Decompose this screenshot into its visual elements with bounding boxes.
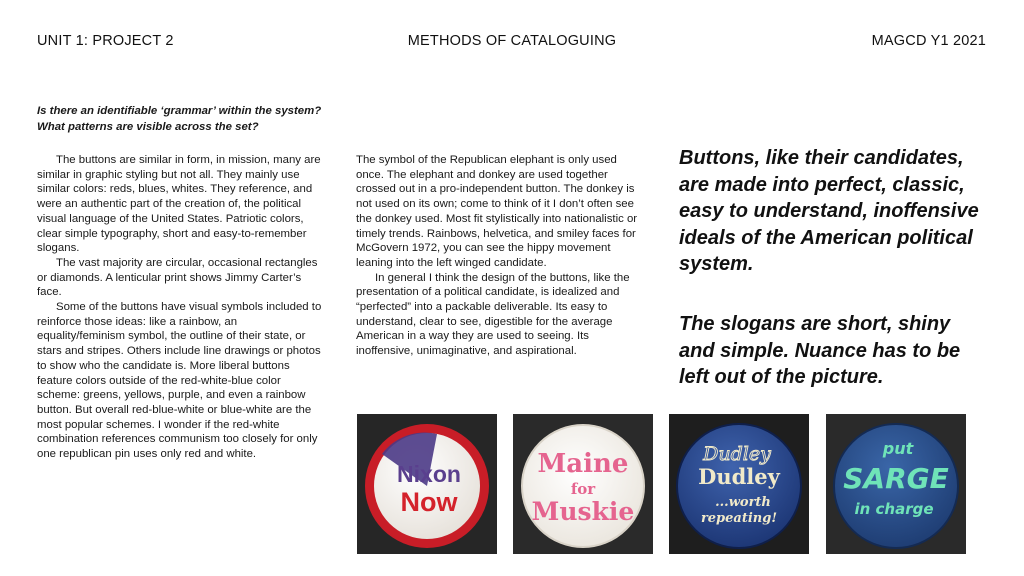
button-text: Dudley	[698, 464, 780, 489]
button-photo-sarge	[826, 414, 966, 554]
button-text: Dudley	[703, 443, 771, 465]
body-column-1	[37, 153, 322, 462]
header-course: MAGCD Y1 2021	[871, 33, 986, 49]
dudley-button-image	[669, 414, 809, 554]
button-text: Now	[400, 487, 458, 517]
pull-quote: Buttons, like their candidates, are made into perfect, classic, easy to understand, inoffensive ideals of the American political system.	[679, 147, 979, 275]
button-text: repeating!	[700, 511, 778, 526]
button-text: put	[882, 439, 914, 458]
button-text: Maine	[537, 449, 629, 479]
paragraph: Some of the buttons have visual symbols included to reinforce those ideas: like a rainbow, an equality/feminism symbol, the outline of their state, or stars and stripes. Others include line drawings or photos to show who the candidate is. More liberal buttons feature colors outside of the red-white-blue color scheme: greens, yellows, purple, and even a rainbow button. But overall red-blue-white or blue-white are the most popular schemes. I wonder if the red-white combination references communism too closely for only one republican pin uses only red and white.	[37, 301, 322, 461]
nixon-button-image	[357, 414, 497, 554]
pull-quote: The slogans are short, shiny and simple. Nuance has to be left out of the picture.	[679, 313, 961, 388]
header-title: METHODS OF CATALOGUING	[407, 33, 617, 49]
body-column-2	[356, 153, 644, 359]
paragraph: The vast majority are circular, occasional rectangles or diamonds. A lenticular print shows Jimmy Carter’s face.	[37, 256, 318, 299]
button-photo-muskie	[513, 414, 653, 554]
header-unit: UNIT 1: PROJECT 2	[37, 33, 174, 49]
button-text: Muskie	[531, 497, 635, 526]
research-question: Is there an identifiable ‘grammar’ within the system? What patterns are visible across the set?	[37, 105, 322, 133]
muskie-button-image	[513, 414, 653, 554]
button-photo-nixon	[357, 414, 497, 554]
button-text: ...worth	[715, 495, 771, 510]
sarge-button-image	[826, 414, 966, 554]
paragraph: The buttons are similar in form, in mission, many are similar in graphic styling but not all. They mainly use similar colors: reds, blues, whites. They reference, and were an authentic part of the creation of, the political visual language of the United States. Patriotic colors, clear simple typography, short and easy-to-remember slogans.	[37, 154, 321, 255]
button-text: for	[570, 480, 596, 498]
paragraph: In general I think the design of the buttons, like the presentation of a political candidate, is idealized and “perfected” into a packable deliverable. Its easy to understand, clear to see, digestible for the average American in a way they are used to seeing. Its inoffensive, unimaginative, and aspirational.	[356, 271, 630, 358]
button-text: in charge	[854, 500, 934, 518]
button-photo-dudley	[669, 414, 809, 554]
button-text: SARGE	[843, 462, 949, 495]
paragraph: The symbol of the Republican elephant is only used once. The elephant and donkey are used together crossed out in a pro-independent button. The donkey is not used on its own; come to think of it I don’t often see the donkey used. Most fit stylistically into nationalistic or timely trends. Rainbows, helvetica, and smiley faces for McGovern 1972, you can see the hippy movement leaning into the left winged candidate.	[356, 154, 638, 269]
button-text: Nixon	[397, 461, 461, 487]
